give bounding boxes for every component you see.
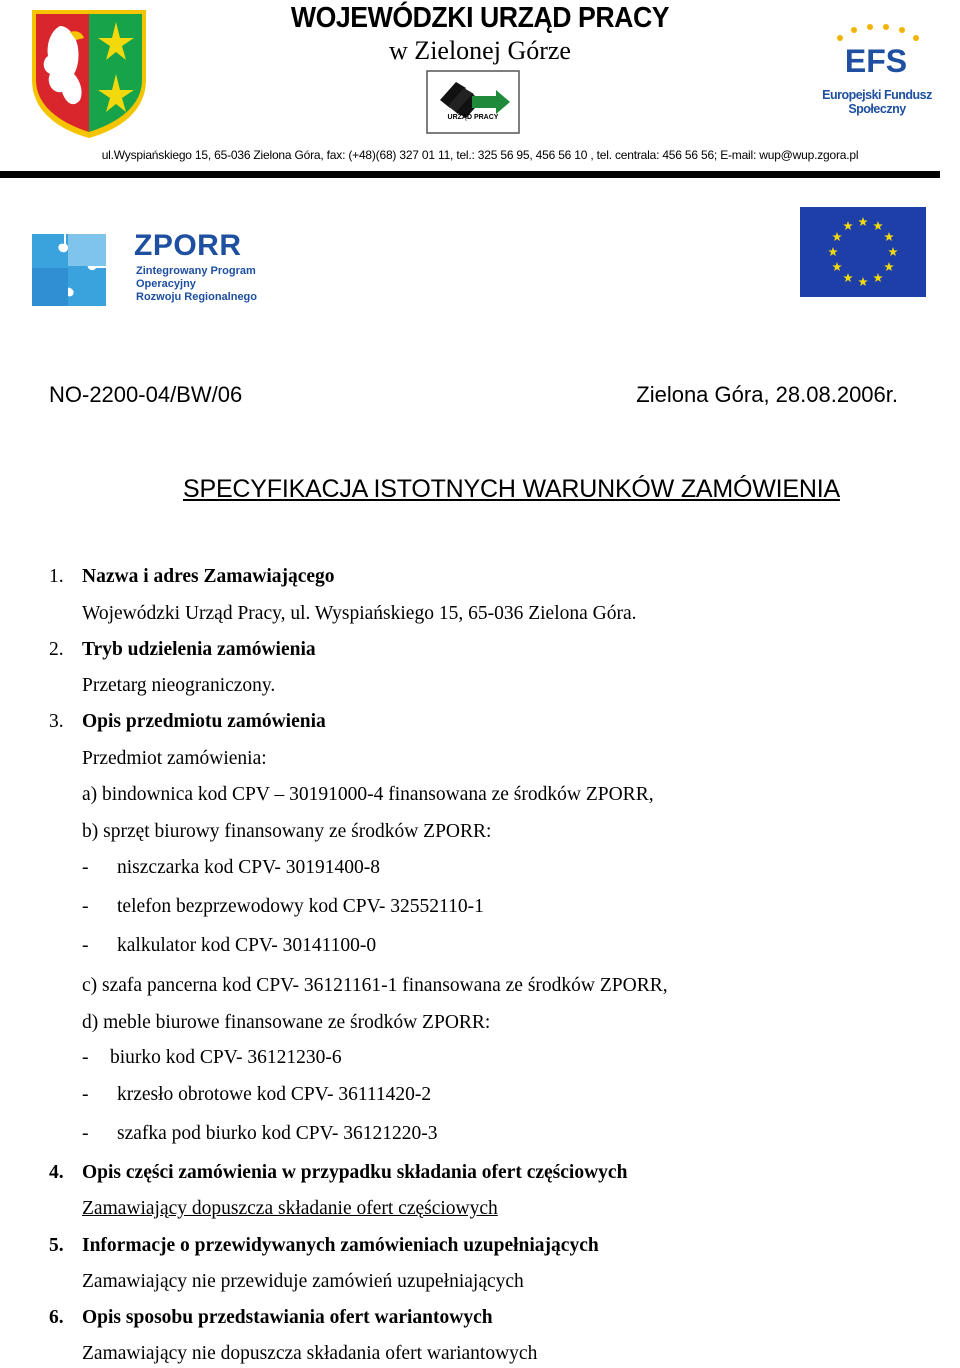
- section-4-text: Zamawiający dopuszcza składanie ofert częściowych: [82, 1198, 498, 1219]
- urzad-pracy-logo-text: URZĄD PRACY: [447, 114, 499, 121]
- list-bullet: -: [82, 1123, 89, 1144]
- eu-flag-logo: [800, 207, 926, 297]
- list-bullet: -: [82, 896, 89, 917]
- zporr-line3: Rozwoju Regionalnego: [136, 291, 257, 303]
- section-3-item-a: a) bindownica kod CPV – 30191000-4 finansowana ze środków ZPORR,: [82, 784, 654, 805]
- zporr-line2: Operacyjny: [136, 278, 196, 290]
- list-bullet: -: [82, 857, 89, 878]
- section-6-number: 6.: [49, 1307, 64, 1328]
- list-bullet: -: [82, 1047, 89, 1068]
- office-title: WOJEWÓDZKI URZĄD PRACY: [290, 2, 670, 34]
- section-3-number: 3.: [49, 711, 64, 732]
- list-item: krzesło obrotowe kod CPV- 36111420-2: [117, 1084, 432, 1105]
- list-item: niszczarka kod CPV- 30191400-8: [117, 857, 381, 878]
- list-item: biurko kod CPV- 36121230-6: [110, 1047, 342, 1068]
- section-4-heading: Opis części zamówienia w przypadku składania ofert częściowych: [82, 1162, 628, 1183]
- reference-number: NO-2200-04/BW/06: [49, 382, 243, 407]
- list-item: szafka pod biurko kod CPV- 36121220-3: [117, 1123, 438, 1144]
- section-5-heading: Informacje o przewidywanych zamówieniach uzupełniających: [82, 1235, 599, 1256]
- efs-logo: [800, 22, 952, 78]
- zporr-puzzle-icon: [28, 228, 112, 312]
- section-4-number: 4.: [49, 1162, 64, 1183]
- section-1-number: 1.: [49, 566, 64, 587]
- list-item: kalkulator kod CPV- 30141100-0: [117, 935, 377, 956]
- section-2-number: 2.: [49, 639, 64, 660]
- section-3-intro: Przedmiot zamówienia:: [82, 748, 267, 769]
- list-bullet: -: [82, 1084, 89, 1105]
- place-and-date: Zielona Góra, 28.08.2006r.: [636, 382, 898, 407]
- contact-line: ul.Wyspiańskiego 15, 65-036 Zielona Góra, fax: (+48)(68) 327 01 11, tel.: 325 56 95, 456 56 10 , tel. centrala: 456 56 56; E-mail: wup@wup.zgora.pl: [101, 148, 859, 162]
- document-title: SPECYFIKACJA ISTOTNYCH WARUNKÓW ZAMÓWIENIA: [183, 475, 840, 503]
- zporr-line1: Zintegrowany Program: [136, 265, 256, 277]
- section-1-heading: Nazwa i adres Zamawiającego: [82, 566, 335, 587]
- section-2-text: Przetarg nieograniczony.: [82, 675, 276, 696]
- section-5-text: Zamawiający nie przewiduje zamówień uzupełniających: [82, 1271, 524, 1292]
- section-6-text: Zamawiający nie dopuszcza składania ofert wariantowych: [82, 1343, 538, 1364]
- section-6-heading: Opis sposobu przedstawiania ofert wariantowych: [82, 1307, 493, 1328]
- header-divider: [0, 171, 940, 178]
- zporr-name: ZPORR: [134, 229, 242, 262]
- section-3-heading: Opis przedmiotu zamówienia: [82, 711, 326, 732]
- section-3-item-c: c) szafa pancerna kod CPV- 36121161-1 finansowana ze środków ZPORR,: [82, 975, 668, 996]
- section-5-number: 5.: [49, 1235, 64, 1256]
- list-bullet: -: [82, 935, 89, 956]
- section-2-heading: Tryb udzielenia zamówienia: [82, 639, 316, 660]
- urzad-pracy-logo: [426, 70, 520, 134]
- section-3-item-b: b) sprzęt biurowy finansowany ze środków ZPORR:: [82, 821, 492, 842]
- section-1-text: Wojewódzki Urząd Pracy, ul. Wyspiańskiego 15, 65-036 Zielona Góra.: [82, 603, 637, 624]
- office-city: w Zielonej Górze: [389, 36, 571, 65]
- list-item: telefon bezprzewodowy kod CPV- 32552110-1: [117, 896, 484, 917]
- efs-logo-text: EFS: [844, 43, 908, 78]
- efs-caption: Europejski Fundusz Społeczny: [822, 88, 932, 116]
- section-3-item-d: d) meble biurowe finansowane ze środków ZPORR:: [82, 1012, 491, 1033]
